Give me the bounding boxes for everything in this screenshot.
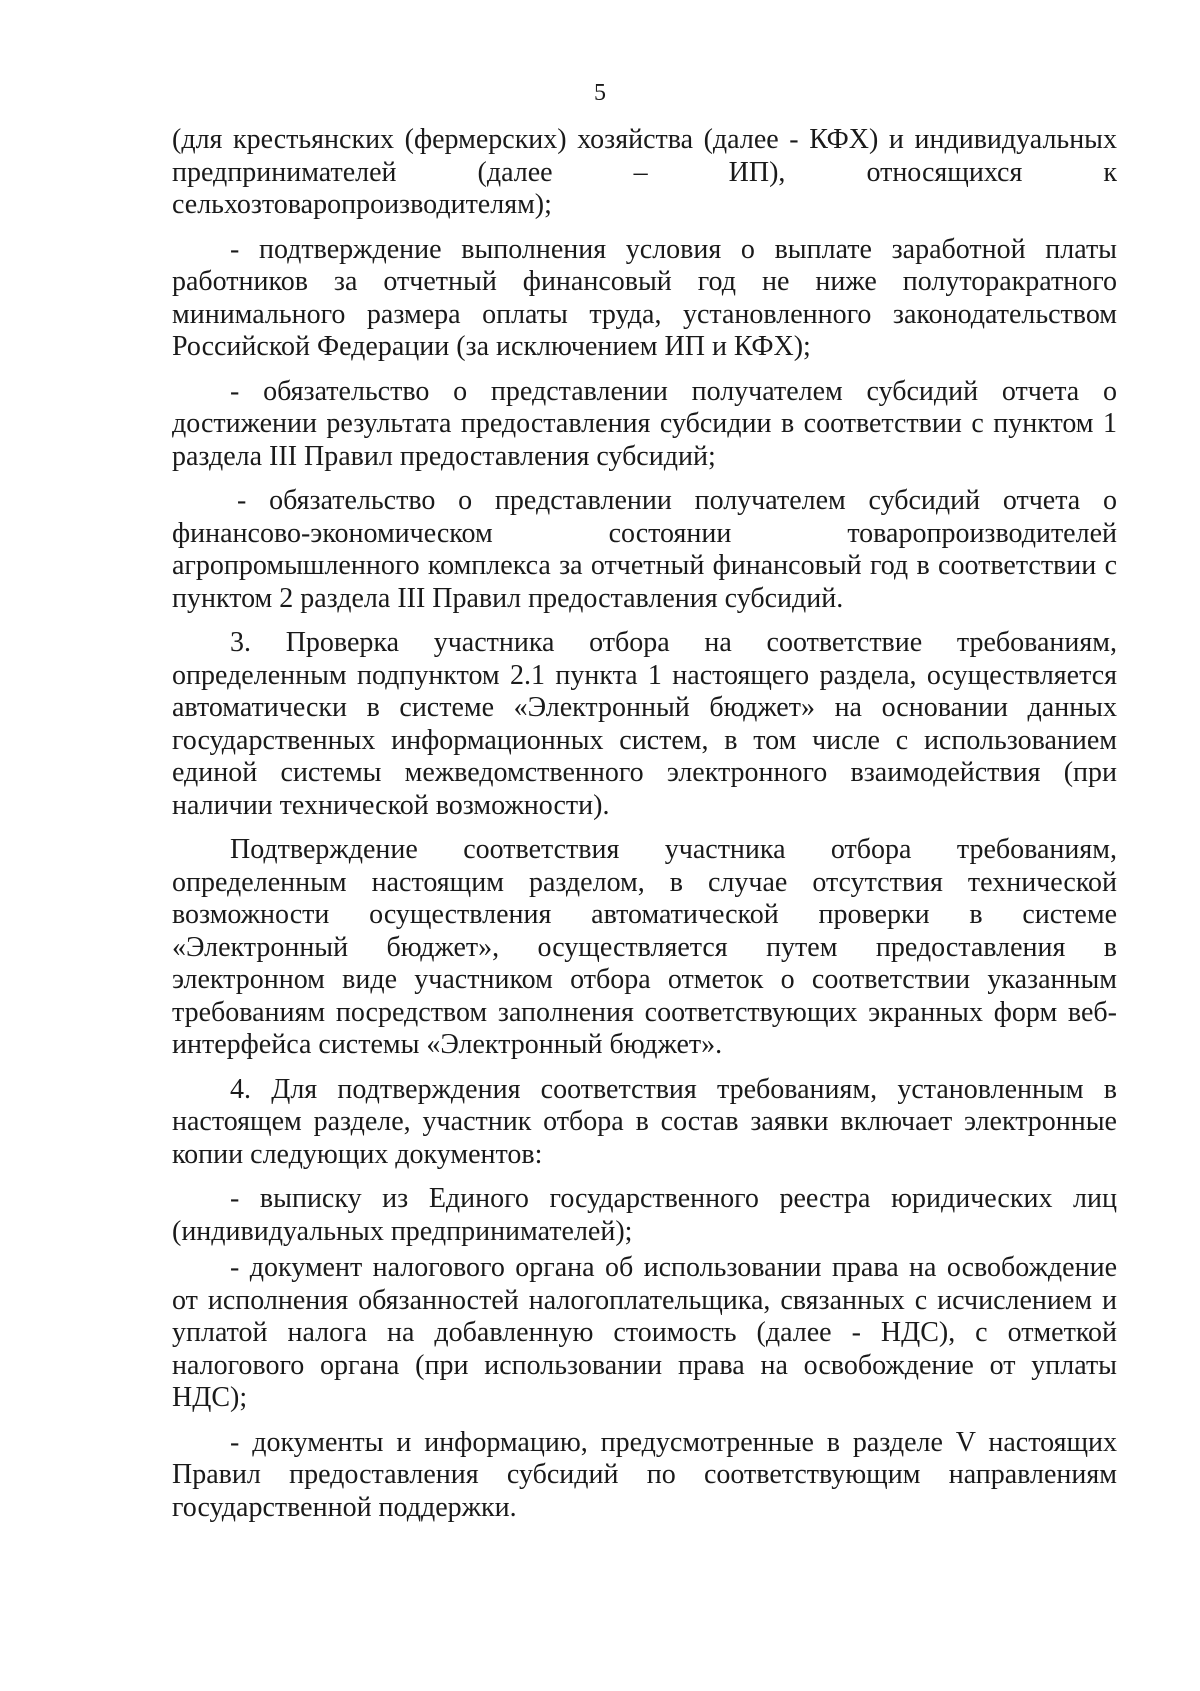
page-number: 5 [594,80,606,106]
paragraph-kfh-ip-continuation: (для крестьянских (фермерских) хозяйства (далее - КФХ) и индивидуальных предпринимателей (далее – ИП), относящихся к сельхозтоваропроизводителям); [172,124,1117,220]
paragraph-financial-report-obligation: - обязательство о представлении получателем субсидий отчета о финансово-экономическом состоянии товаропроизводителей агропромышленного комплекса за отчетный финансовый год в соответствии с пунктом 2 раздела III Правил предоставления субсидий. [172,485,1117,614]
paragraph-item-4-documents: 4. Для подтверждения соответствия требованиям, установленным в настоящем разделе, участник отбора в состав заявки включает электронные копии следующих документов: [172,1073,1117,1170]
paragraph-manual-confirmation: Подтверждение соответствия участника отбора требованиям, определенным настоящим разделом, в случае отсутствия технической возможности осуществления автоматической проверки в системе «Электронный бюджет», осуществляется путем предоставления в электронном виде участником отбора отметок о соответствии указанным требованиям посредством заполнения соответствующих экранных форм веб-интерфейса системы «Электронный бюджет». [172,834,1117,1060]
paragraph-salary-confirmation: - подтверждение выполнения условия о выплате заработной платы работников за отчетный финансовый год не ниже полуторакратного минимального размера оплаты труда, установленного законодательством Российской Федерации (за исключением ИП и КФХ); [172,233,1117,362]
document-body [172,124,1117,1524]
paragraph-section-v-documents: - документы и информацию, предусмотренные в разделе V настоящих Правил предоставления субсидий по соответствующим направлениям государственной поддержки. [172,1426,1117,1523]
paragraph-item-3-check: 3. Проверка участника отбора на соответствие требованиям, определенным подпунктом 2.1 пункта 1 настоящего раздела, осуществляется автоматически в системе «Электронный бюджет» на основании данных государственных информационных систем, в том числе с использованием единой системы межведомственного электронного взаимодействия (при наличии технической возможности). [172,627,1117,821]
paragraph-egrul-extract: - выписку из Единого государственного реестра юридических лиц (индивидуальных предпринимателей); [172,1183,1117,1247]
paragraph-result-report-obligation: - обязательство о представлении получателем субсидий отчета о достижении результата предоставления субсидии в соответствии с пунктом 1 раздела III Правил предоставления субсидий; [172,375,1117,472]
paragraph-tax-document: - документ налогового органа об использовании права на освобождение от исполнения обязанностей налогоплательщика, связанных с исчислением и уплатой налога на добавленную стоимость (далее - НДС), с отметкой налогового органа (при использовании права на освобождение от уплаты НДС); [172,1252,1117,1413]
